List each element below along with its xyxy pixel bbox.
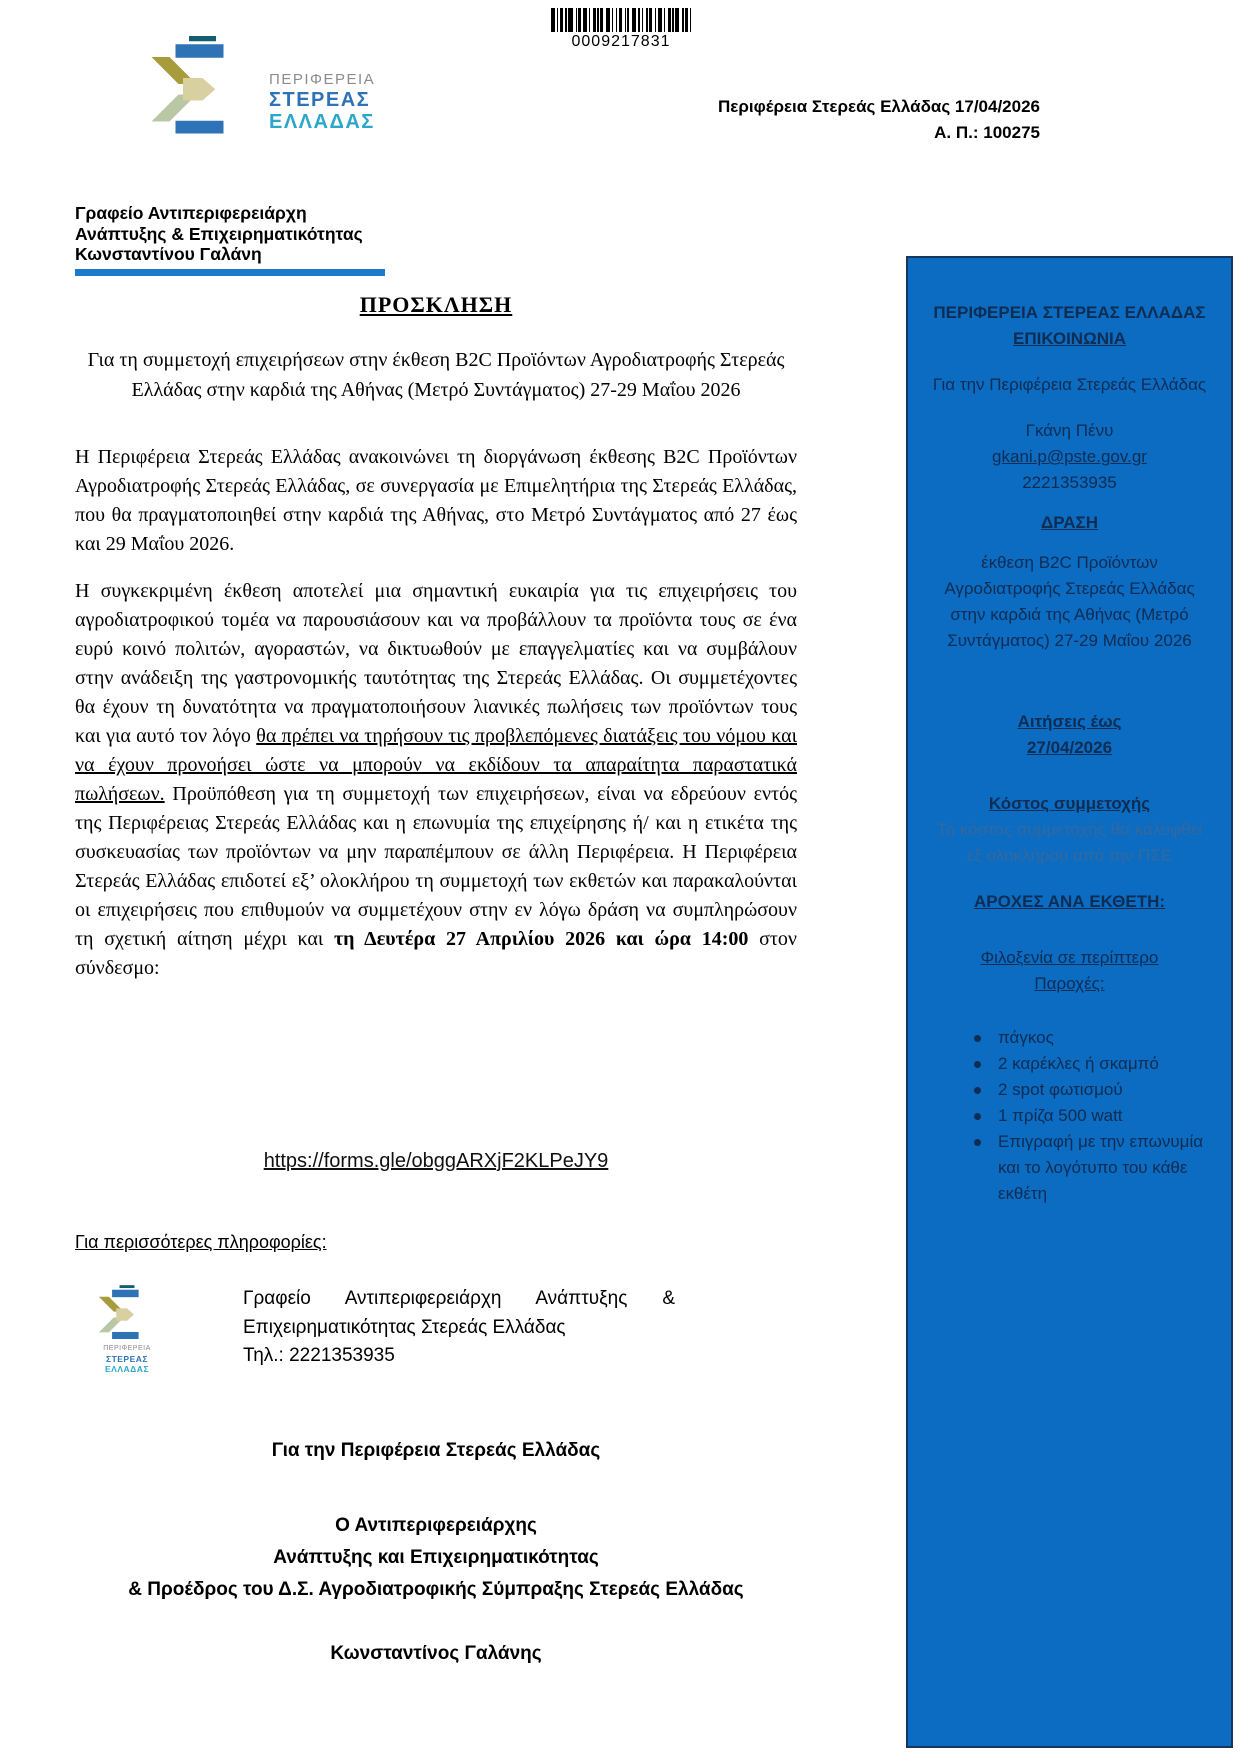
info-sidebar — [906, 256, 1233, 1748]
sigma-logo-icon — [150, 36, 255, 135]
office-underline-bar — [75, 269, 385, 276]
sidebar-communication-heading: ΕΠΙΚΟΙΝΩΝΙΑ — [1013, 329, 1126, 348]
logo-line-region: ΠΕΡΙΦΕΡΕΙΑ — [269, 71, 376, 88]
details-text-3: στον σύνδεσμο: — [75, 928, 797, 979]
sidebar-contact-name: Γκάνη Πένυ — [1025, 421, 1114, 440]
deadline-bold: τη Δευτέρα 27 Απριλίου 2026 και ώρα 14:00 — [333, 928, 749, 950]
more-info-heading: Για περισσότερες πληροφορίες: — [75, 1232, 327, 1252]
sigma-logo-small-icon — [98, 1285, 156, 1340]
footer-logo — [85, 1285, 169, 1375]
footer-logo-line-region: ΠΕΡΙΦΕΡΕΙΑ — [103, 1345, 151, 1352]
sidebar-hosting — [930, 945, 1209, 997]
benefit-item: 2 spot φωτισμού — [968, 1077, 1209, 1103]
invitation-subtitle: Για τη συμμετοχή επιχειρήσεων στην έκθεση B2C Προϊόντων Αγροδιατροφής Στερεάς Ελλάδας στην καρδιά της Αθήνας (Μετρό Συντάγματος) 27-29 Μαΐου 2026 — [87, 349, 785, 401]
underlined-legal-note: θα πρέπει να τηρήσουν τις προβλεπόμενες διατάξεις του νόμου και να έχουν προνοήσει ώστε να μπορούν να εκδίδουν τα απαραίτητα παραστατικά πωλήσεων. — [75, 725, 797, 805]
barcode-bars-icon — [551, 8, 691, 32]
sidebar-deadline-line-1: Αιτήσεις έως — [1017, 712, 1122, 731]
sidebar-contact-email-row — [930, 444, 1209, 470]
sidebar-action-heading: ΔΡΑΣΗ — [1040, 513, 1099, 532]
signature-name: Κωνσταντίνος Γαλάνης — [330, 1643, 542, 1664]
paragraph-announcement: Η Περιφέρεια Στερεάς Ελλάδας ανακοινώνει τη διοργάνωση έκθεσης B2C Προϊόντων Αγροδιατροφής Στερεάς Ελλάδας, σε συνεργασία με Επιμελητήρια της Στερεάς Ελλάδας, που θα πραγματοποιηθεί στην καρδιά της Αθήνας, στο Μετρό Συντάγματος από 27 έως και 29 Μαΐου 2026. — [75, 446, 797, 555]
sidebar-cost-text: Το κόστος συμμετοχής θα καλυφθεί εξ ολοκλήρου από την ΠΣΕ — [937, 820, 1202, 865]
region-logo-text — [269, 72, 375, 135]
sidebar-deadline — [930, 709, 1209, 761]
office-line-3: Κωνσταντίνου Γαλάνη — [75, 244, 262, 265]
application-link[interactable]: https://forms.gle/obggARXjF2KLPeJY9 — [263, 1150, 609, 1172]
letterhead — [718, 94, 1040, 145]
contact-phone: Τηλ.: 2221353935 — [243, 1345, 395, 1366]
sidebar-deadline-line-2: 27/04/2026 — [1026, 738, 1113, 757]
office-line-2: Ανάπτυξης & Επιχειρηματικότητας — [75, 223, 363, 244]
application-link-row — [75, 1150, 797, 1173]
signature-role-lines — [75, 1510, 797, 1606]
benefit-item: 1 πρίζα 500 watt — [968, 1103, 1209, 1129]
sidebar-benefits-heading: ΑΡΟΧΕΣ ΑΝΑ ΕΚΘΕΤΗ: — [973, 892, 1166, 911]
sidebar-action-text: έκθεση B2C Προϊόντων Αγροδιατροφής Στερεάς Ελλάδας στην καρδιά της Αθήνας (Μετρό Συντάγματος) 27-29 Μαΐου 2026 — [944, 553, 1195, 650]
sidebar-contact-email-link[interactable]: gkani.p@pste.gov.gr — [992, 447, 1147, 466]
contact-details — [243, 1285, 675, 1371]
details-text-1: Η συγκεκριμένη έκθεση αποτελεί μια σημαντική ευκαιρία για τις επιχειρήσεις του αγροδιατροφικού τομέα να παρουσιάσουν και να προβάλλουν τα προϊόντα τους σε ένα ευρύ κοινό πολιτών, αγοραστών, να δικτυωθούν με επαγγελματίες και να συμβάλουν στην ανάδειξη της γαστρονομικής ταυτότητας της Στερεάς Ελλάδας. Οι συμμετέχοντες θα έχουν τη δυνατότητα να πραγματοποιήσουν λιανικές πωλήσεις των προϊόντων τους και για αυτό τον λόγο — [75, 580, 797, 747]
document-title: ΠΡΟΣΚΛΗΣΗ — [359, 292, 513, 317]
benefits-list — [930, 1025, 1209, 1207]
letterhead-date: Περιφέρεια Στερεάς Ελλάδας 17/04/2026 — [718, 97, 1040, 116]
sidebar-cost-heading: Κόστος συμμετοχής — [988, 794, 1151, 813]
details-text-2: Προϋπόθεση για τη συμμετοχή των επιχειρήσεων, είναι να εδρεύουν εντός της Περιφέρειας Στερεάς Ελλάδας και η επωνυμία της επιχείρησης ή/ και η ετικέτα της συσκευασίας των προϊόντων να μην παραπέμπουν σε άλλη Περιφέρεια. Η Περιφέρεια Στερεάς Ελλάδας επιδοτεί εξ’ ολοκλήρου τη συμμετοχή των εκθετών και παρακαλούνται οι επιχειρήσεις που επιθυμούν να συμμετέχουν στην εν λόγω δράση να συμπληρώσουν τη σχετική αίτηση μέχρι και — [75, 783, 797, 950]
sidebar-for-region: Για την Περιφέρεια Στερεάς Ελλάδας — [932, 375, 1207, 394]
benefit-item: πάγκος — [968, 1025, 1209, 1051]
signature-for-line: Για την Περιφέρεια Στερεάς Ελλάδας — [271, 1440, 601, 1461]
paragraph-details — [75, 577, 797, 983]
office-line-1: Γραφείο Αντιπεριφερειάρχη — [75, 203, 307, 223]
region-logo — [150, 36, 375, 135]
barcode-number: 0009217831 — [571, 33, 671, 50]
logo-line-sterea: ΣΤΕΡΕΑΣ — [269, 88, 371, 111]
signature-role-1: Ο Αντιπεριφερειάρχης — [335, 1515, 537, 1536]
signature-role-3: & Προέδρος του Δ.Σ. Αγροδιατροφικής Σύμπραξης Στερεάς Ελλάδας — [128, 1579, 744, 1600]
sidebar-hosting-line-1: Φιλοξενία σε περίπτερο — [980, 948, 1159, 967]
sidebar-contact-phone: 2221353935 — [1022, 473, 1117, 492]
footer-logo-line-elladas: ΕΛΛΑΔΑΣ — [105, 1364, 149, 1375]
footer-logo-line-sterea: ΣΤΕΡΕΑΣ — [105, 1353, 149, 1364]
protocol-number: Α. Π.: 100275 — [934, 122, 1040, 142]
contact-row — [75, 1285, 797, 1375]
logo-line-elladas: ΕΛΛΑΔΑΣ — [269, 111, 375, 134]
signature-role-2: Ανάπτυξης και Επιχειρηματικότητας — [273, 1547, 599, 1568]
sidebar-org-name: ΠΕΡΙΦΕΡΕΙΑ ΣΤΕΡΕΑΣ ΕΛΛΑΔΑΣ — [933, 303, 1206, 322]
benefit-item: Επιγραφή με την επωνυμία και το λογότυπο του κάθε εκθέτη — [968, 1129, 1209, 1207]
barcode — [551, 8, 691, 51]
contact-office: Γραφείο Αντιπεριφερειάρχη Ανάπτυξης & Επιχειρηματικότητας Στερεάς Ελλάδας — [243, 1288, 675, 1338]
sidebar-hosting-line-2: Παροχές: — [1034, 974, 1105, 993]
office-block — [75, 203, 385, 276]
benefit-item: 2 καρέκλες ή σκαμπό — [968, 1051, 1209, 1077]
